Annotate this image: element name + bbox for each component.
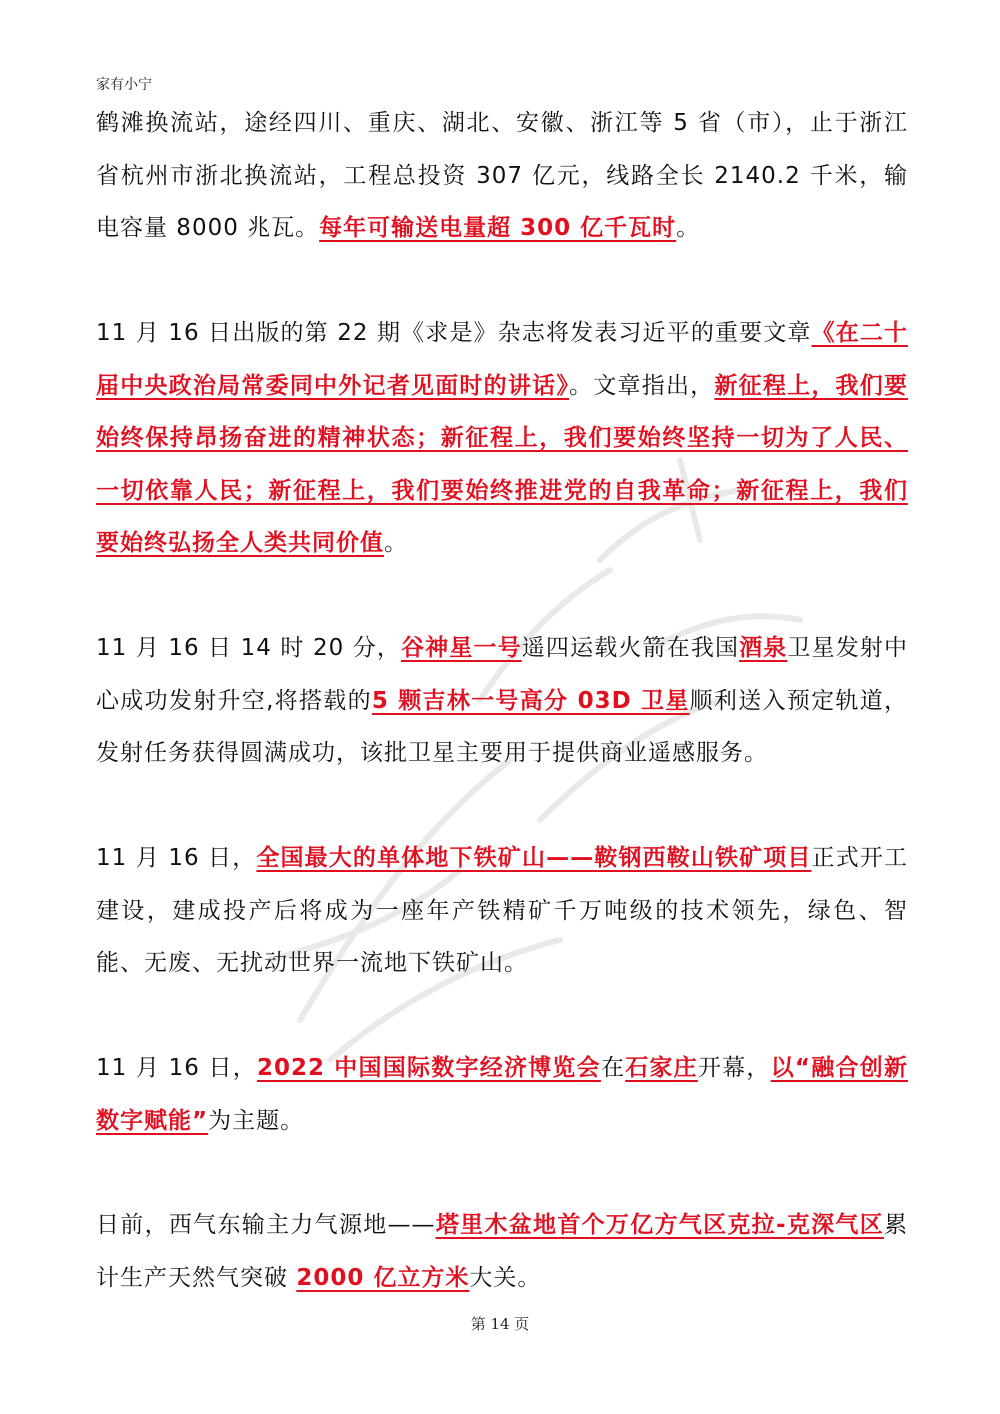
highlighted-text: 5 颗吉林一号高分 03D 卫星 (371, 687, 690, 714)
paragraph-digital-economy-expo (96, 1042, 908, 1147)
body-text: 为主题。 (208, 1107, 305, 1134)
highlighted-text: 塔里木盆地首个万亿方气区克拉-克深气区 (435, 1212, 885, 1238)
highlighted-text: 谷神星一号 (401, 635, 522, 661)
body-text: 。文章指出， (569, 372, 715, 399)
body-text: 11 月 16 日 14 时 20 分， (96, 635, 402, 661)
body-text: 。 (384, 530, 408, 556)
paragraph-qiushi-article (96, 307, 908, 570)
paragraph-iron-mine (96, 832, 908, 990)
highlighted-text: 酒泉 (739, 635, 788, 661)
page-header-brand: 家有小宁 (96, 77, 152, 93)
highlighted-text: 《在二十届中央政治局常委同中外记者见面时的讲话》 (96, 320, 908, 399)
body-text: 在 (600, 1055, 626, 1081)
paragraph-gas-field (96, 1199, 908, 1304)
body-text: 11 月 16 日， (96, 845, 257, 871)
highlighted-text: 每年可输送电量超 300 亿千瓦时 (319, 215, 677, 241)
highlighted-text: 新征程上，我们要始终保持昂扬奋进的精神状态；新征程上，我们要始终坚持一切为了人民、一切依靠人民；新征程上，我们要始终推进党的自我革命；新征程上，我们要始终弘扬全人类共同价值 (96, 372, 909, 556)
highlighted-text: 以“融合创新 数字赋能” (96, 1055, 909, 1134)
paragraph-satellite-launch (96, 622, 908, 780)
body-text: 11 月 16 日， (96, 1055, 257, 1081)
body-text: 卫星发射中心成功发射升空,将搭载的 (96, 635, 909, 714)
body-text: 。 (676, 215, 701, 241)
body-text: 开幕， (697, 1055, 771, 1081)
body-text: 累计生产天然气突破 (96, 1212, 909, 1291)
highlighted-text: 2000 亿立方米 (296, 1264, 470, 1291)
body-text: 鹤滩换流站，途经四川、重庆、湖北、安徽、浙江等 5 省（市），止于浙江省杭州市浙北换流站，工程总投资 307 亿元，线路全长 2140.2 千米，输电容量 8000 兆瓦。 (96, 110, 908, 241)
body-text: 正式开工建设，建成投产后将成为一座年产铁精矿千万吨级的技术领先，绿色、智能、无废、无扰动世界一流地下铁矿山。 (96, 845, 909, 976)
page-number: 第 14 页 (470, 1315, 530, 1333)
highlighted-text: 石家庄 (625, 1055, 698, 1081)
body-text: 11 月 16 日出版的第 22 期《求是》杂志将发表习近平的重要文章 (96, 320, 812, 346)
paragraph-transmission-project (96, 97, 908, 255)
highlighted-text: 全国最大的单体地下铁矿山——鞍钢西鞍山铁矿项目 (256, 845, 812, 871)
body-text: 遥四运载火箭在我国 (521, 635, 740, 661)
highlighted-text: 2022 中国国际数字经济博览会 (256, 1055, 601, 1081)
body-text: 顺利送入预定轨道，发射任务获得圆满成功，该批卫星主要用于提供商业遥感服务。 (96, 687, 909, 766)
body-text: 日前，西气东输主力气源地—— (96, 1212, 436, 1238)
body-text: 大关。 (469, 1264, 542, 1291)
